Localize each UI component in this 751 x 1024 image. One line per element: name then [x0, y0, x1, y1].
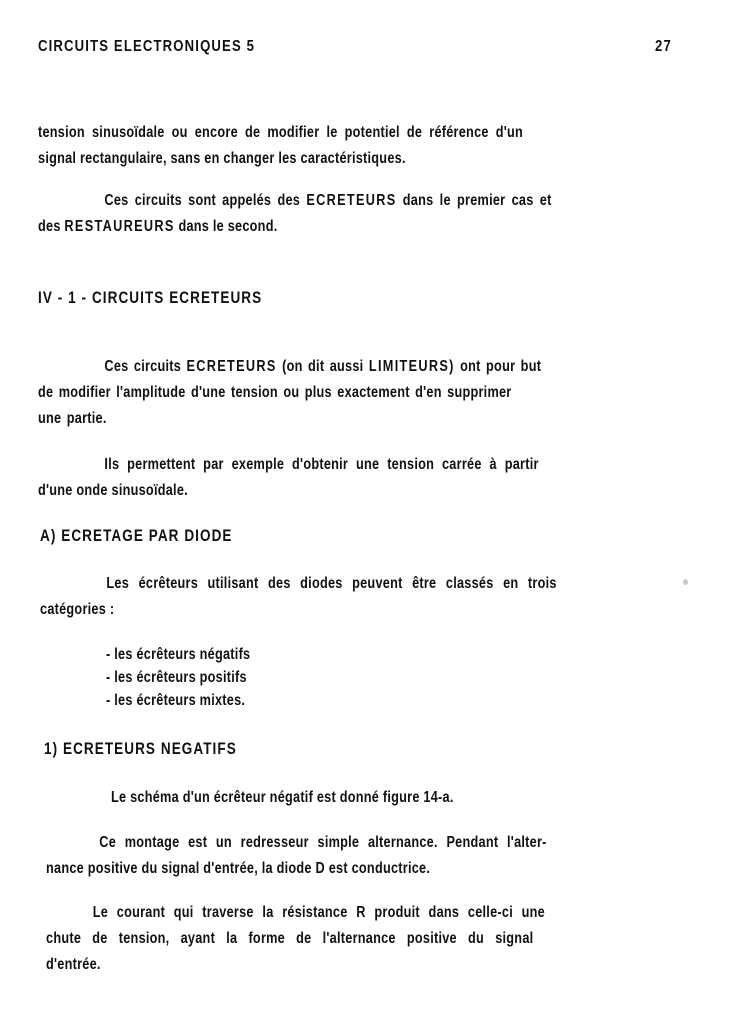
subsection-1-paragraph-1: Le schéma d'un écrêteur négatif est donné figure 14-a.: [111, 789, 454, 806]
section-paragraph-2: [38, 452, 751, 504]
term-limiteurs: LIMITEURS): [368, 358, 455, 375]
section-p1-line-2: de modifier l'amplitude d'une tension ou plus exactement d'en supprimer: [38, 384, 512, 401]
subsection-a-intro-line-1: Les écrêteurs utilisant des diodes peuvent être classés en trois: [106, 575, 557, 592]
definition-text: des: [38, 218, 61, 235]
category-item: - les écrêteurs mixtes.: [106, 692, 246, 709]
section-p2-line-1: Ils permettent par exemple d'obtenir une tension carrée à partir: [104, 456, 539, 473]
section-heading: IV - 1 - CIRCUITS ECRETEURS: [38, 289, 263, 307]
category-item: - les écrêteurs négatifs: [106, 646, 251, 663]
subsection-1-p3-line-2: chute de tension, ayant la forme de l'alternance positive du signal: [46, 930, 534, 947]
term-restaureurs: RESTAUREURS: [64, 218, 175, 235]
section-p2-line-2: d'une onde sinusoïdale.: [38, 482, 188, 499]
section-paragraph-1: [38, 354, 751, 432]
definition-text: Ces circuits sont appelés des: [104, 192, 301, 209]
intro-line-1-text: tension sinusoïdale ou encore de modifier le potentiel de référence d'un: [38, 124, 524, 141]
subsection-1-paragraph-2: [46, 830, 751, 882]
paragraph-text: Ces circuits: [104, 358, 182, 375]
definition-paragraph: [38, 188, 751, 240]
category-item: - les écrêteurs positifs: [106, 669, 247, 686]
page-number: 27: [655, 38, 672, 55]
intro-paragraph: [38, 120, 672, 172]
subsection-1-paragraph-3: [46, 900, 751, 978]
subsection-1-p3-line-3: d'entrée.: [46, 956, 101, 973]
definition-line-2: [38, 214, 672, 240]
intro-line-1: [38, 120, 672, 146]
paragraph-text: (on dit aussi: [282, 358, 364, 375]
definition-line-1: [38, 188, 672, 214]
section-p1-line-1: [38, 354, 672, 380]
subsection-a-intro: [40, 571, 751, 623]
section-p1-line-3: une partie.: [38, 410, 107, 427]
intro-line-2: signal rectangulaire, sans en changer les caractéristiques.: [38, 150, 406, 167]
definition-text: dans le premier cas et: [402, 192, 552, 209]
subsection-1-p2-line-1: Ce montage est un redresseur simple alternance. Pendant l'alter-: [99, 834, 547, 851]
subsection-1-heading: 1) ECRETEURS NEGATIFS: [44, 740, 237, 758]
running-header-title: CIRCUITS ELECTRONIQUES 5: [38, 38, 256, 55]
subsection-1-p2-line-2: nance positive du signal d'entrée, la diode D est conductrice.: [46, 860, 431, 877]
subsection-1-p3-line-1: Le courant qui traverse la résistance R produit dans celle-ci une: [92, 904, 546, 921]
categories-list: [106, 643, 282, 712]
scan-speck: [683, 579, 688, 585]
definition-text: dans le second.: [178, 218, 278, 235]
paragraph-text: ont pour but: [460, 358, 542, 375]
term-ecreteurs: ECRETEURS: [306, 192, 397, 209]
subsection-a-intro-line-2: catégories :: [40, 601, 115, 618]
subsection-a-heading: A) ECRETAGE PAR DIODE: [40, 527, 233, 545]
term-ecreteurs: ECRETEURS: [186, 358, 277, 375]
